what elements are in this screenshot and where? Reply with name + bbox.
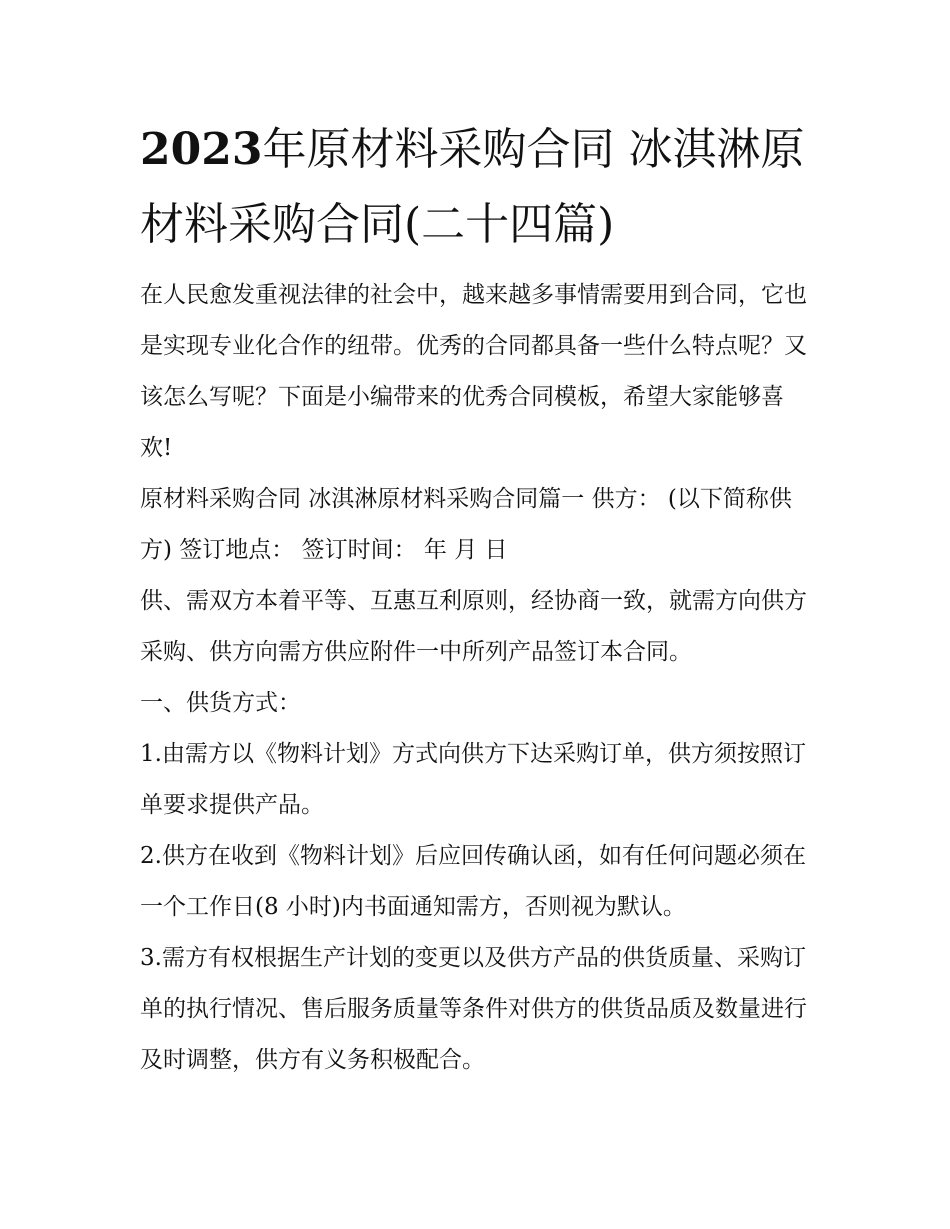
document-title	[140, 112, 815, 262]
intro-paragraph: 在人民愈发重视法律的社会中，越来越多事情需要用到合同，它也是实现专业化合作的纽带。优秀的合同都具备一些什么特点呢？又该怎么写呢？下面是小编带来的优秀合同模板，希望大家能够喜欢!	[140, 282, 807, 461]
title-year: 2023	[140, 124, 263, 175]
document-body	[140, 112, 815, 1086]
section-heading-supply-method: 一、供货方式：	[140, 690, 301, 716]
contract-preamble-paragraph: 供、需双方本着平等、互惠互利原则，经协商一致，就需方向供方采购、供方向需方供应附件一中所列产品签订本合同。	[140, 588, 807, 665]
contract-header-paragraph: 原材料采购合同 冰淇淋原材料采购合同篇一 供方： (以下简称供方) 签订地点： 签订时间： 年 月 日	[140, 486, 792, 563]
clause-2-paragraph: 2.供方在收到《物料计划》后应回传确认函，如有任何问题必须在一个工作日(8 小时)内书面通知需方，否则视为默认。	[140, 843, 806, 920]
title-text: 年原材料采购合同 冰淇淋原材料采购合同(二十四篇)	[140, 124, 805, 250]
clause-1-paragraph: 1.由需方以《物料计划》方式向供方下达采购订单，供方须按照订单要求提供产品。	[140, 741, 806, 818]
clause-3-paragraph: 3.需方有权根据生产计划的变更以及供方产品的供货质量、采购订单的执行情况、售后服务质量等条件对供方的供货品质及数量进行及时调整，供方有义务积极配合。	[140, 945, 807, 1073]
